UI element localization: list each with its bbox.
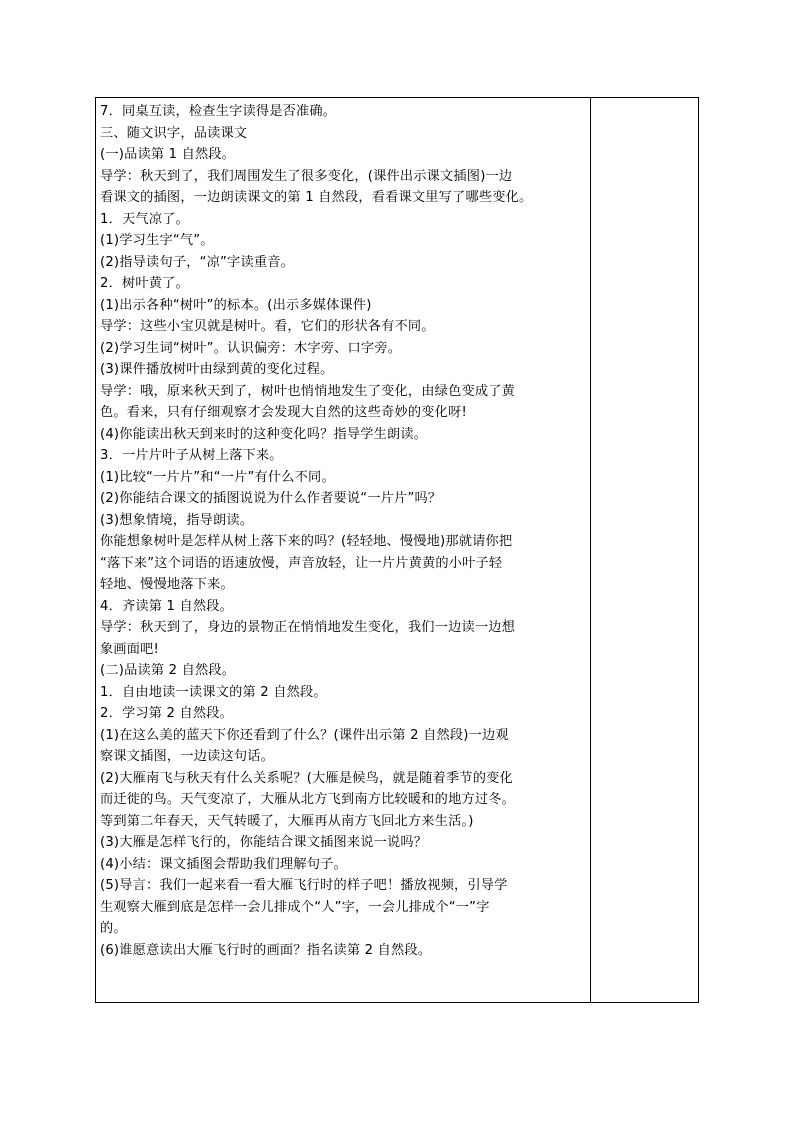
text-line: (6)谁愿意读出大雁飞行时的画面？指名读第 2 自然段。 xyxy=(100,942,432,958)
text-line: (1)出示各种“树叶”的标本。(出示多媒体课件) xyxy=(100,297,372,313)
text-line: 1．自由地读一读课文的第 2 自然段。 xyxy=(100,684,327,700)
text-line: 察课文插图，一边读这句话。 xyxy=(100,749,275,764)
text-line: 导学：秋天到了，身边的景物正在悄悄地发生变化，我们一边读一边想 xyxy=(100,620,516,635)
text-line: 4．齐读第 1 自然段。 xyxy=(100,598,234,614)
text-line: (2)大雁南飞与秋天有什么关系呢？(大雁是候鸟，就是随着季节的变化 xyxy=(100,770,513,786)
text-line: (2)你能结合课文的插图说说为什么作者要说“一片片”吗？ xyxy=(100,491,442,506)
text-line: 的。 xyxy=(100,921,127,936)
text-line: 2．树叶黄了。 xyxy=(100,276,189,291)
text-line: 生观察大雁到底是怎样一会儿排成个“人”字，一会儿排成个“一”字 xyxy=(100,899,490,915)
text-line: (1)比较“一片片”和“一片”有什么不同。 xyxy=(100,469,335,485)
lesson-text xyxy=(96,98,590,961)
text-line: (1)学习生字“气”。 xyxy=(100,233,214,248)
lesson-plan-table xyxy=(95,97,699,1003)
text-line: (4)你能读出秋天到来时的这种变化吗？指导学生朗读。 xyxy=(100,426,428,442)
text-line: 而迁徙的鸟。天气变凉了，大雁从北方飞到南方比较暖和的地方过冬。 xyxy=(100,792,516,807)
text-line: (3)想象情境，指导朗读。 xyxy=(100,512,254,528)
text-line: (4)小结：课文插图会帮助我们理解句子。 xyxy=(100,856,347,872)
text-line: 看课文的插图，一边朗读课文的第 1 自然段，看看课文里写了哪些变化。 xyxy=(100,190,533,205)
text-line: 象画面吧! xyxy=(100,641,160,657)
text-line: (3)大雁是怎样飞行的，你能结合课文插图来说一说吗？ xyxy=(100,835,428,850)
text-line: 7．同桌互读，检查生字读得是否准确。 xyxy=(100,104,337,119)
text-line: (3)课件播放树叶由绿到黄的变化过程。 xyxy=(100,362,334,377)
text-line: 3．一片片叶子从树上落下来。 xyxy=(100,448,283,463)
text-line: 1．天气凉了。 xyxy=(100,211,189,227)
text-line: 三、随文识字，品读课文 xyxy=(100,125,248,141)
text-line: “落下来”这个词语的语速放慢，声音放轻，让一片片黄黄的小叶子轻 xyxy=(100,555,503,571)
text-line: 2．学习第 2 自然段。 xyxy=(100,706,234,721)
table-row xyxy=(96,98,699,1003)
text-line: (二)品读第 2 自然段。 xyxy=(100,663,236,678)
text-line: (1)在这么美的蓝天下你还看到了什么？(课件出示第 2 自然段)一边观 xyxy=(100,727,509,743)
lesson-content-cell xyxy=(96,98,591,1003)
text-line: (一)品读第 1 自然段。 xyxy=(100,147,236,162)
text-line: (2)学习生词“树叶”。认识偏旁：木字旁、口字旁。 xyxy=(100,340,402,356)
text-line: 色。看来，只有仔细观察才会发现大自然的这些奇妙的变化呀! xyxy=(100,405,467,420)
text-line: 等到第二年春天，天气转暖了，大雁再从南方飞回北方来生活。) xyxy=(100,813,474,829)
text-line: 导学：秋天到了，我们周围发生了很多变化，(课件出示课文插图)一边 xyxy=(100,168,513,184)
text-line: 导学：这些小宝贝就是树叶。看，它们的形状各有不同。 xyxy=(100,319,435,334)
text-line: 导学：哦，原来秋天到了，树叶也悄悄地发生了变化，由绿色变成了黄 xyxy=(100,383,516,399)
text-line: 你能想象树叶是怎样从树上落下来的吗？(轻轻地、慢慢地)那就请你把 xyxy=(100,534,513,549)
text-line: (5)导言：我们一起来看一看大雁飞行时的样子吧！播放视频，引导学 xyxy=(100,878,508,893)
notes-cell xyxy=(591,98,699,1003)
text-line: 轻地、慢慢地落下来。 xyxy=(100,577,234,592)
text-line: (2)指导读句子，“凉”字读重音。 xyxy=(100,254,294,270)
